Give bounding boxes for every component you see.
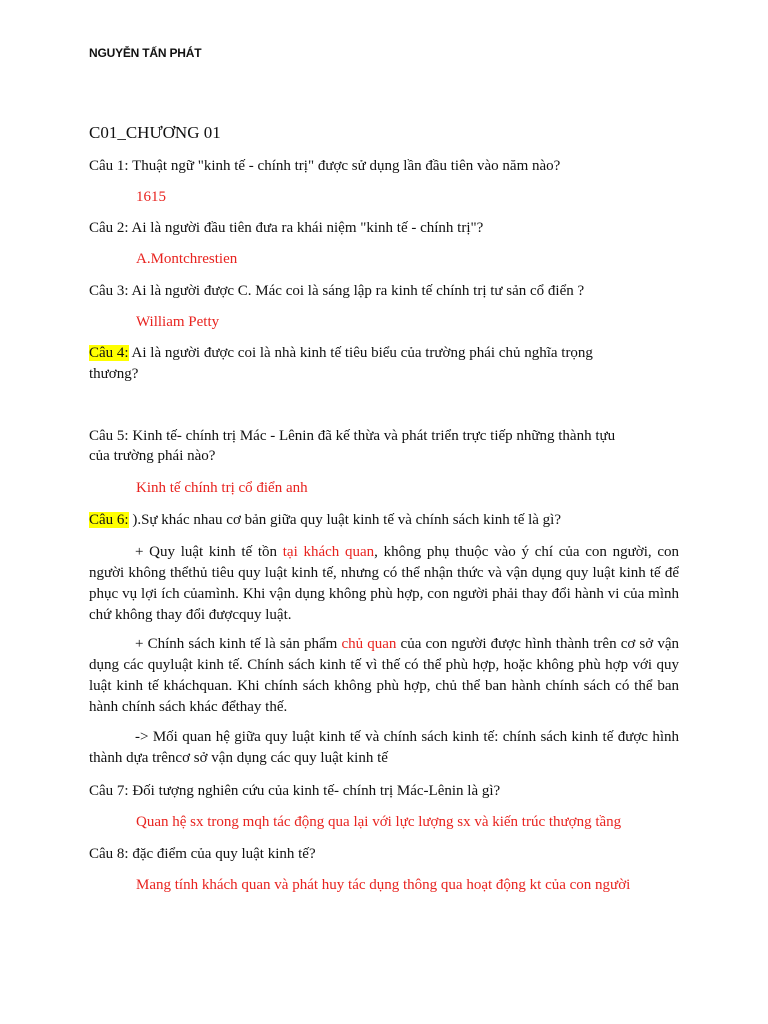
answer-6-paragraph-1	[89, 542, 679, 626]
question-text: ).Sự khác nhau cơ bản giữa quy luật kinh tế và chính sách kinh tế là gì?	[132, 512, 562, 528]
answer-3: William Petty	[136, 314, 220, 330]
question-6	[89, 510, 689, 530]
question-7	[89, 781, 689, 801]
question-text: Kinh tế- chính trị Mác - Lênin đã kế thừa và phát triển trực tiếp những thành tựu	[132, 428, 616, 444]
paragraph-text: -> Mối quan hệ giữa quy luật kinh tế và chính sách kinh tế: chính sách kinh tế được hình thành dựa trêncơ sở vận dụng các quy luật kinh tế	[89, 729, 679, 766]
question-text: Ai là người đầu tiên đưa ra khái niệm "kinh tế - chính trị"?	[131, 220, 484, 236]
paragraph-text: , không phụ thuộc vào ý chí của con người, con người không thểthủ tiêu quy luật kinh tế, nhưng có thể nhận thức và vận dụng quy luật kinh tế để phục vụ lợi ích củamình. Khi vận dụng không phù hợp, con người phải thay đổi hành vi của mình chứ không thay đổi đượcquy luật.	[89, 544, 679, 623]
paragraph-text: của con người được hình thành trên cơ sở vận dụng các quyluật kinh tế. Chính sách kinh tế vì thế có thể phù hợp, hoặc không phù hợp với quy luật kinh tế kháchquan. Khi chính sách không phù hợp, chủ thể ban hành chính sách có thể ban hành chính sách khác đểthay thế.	[89, 636, 679, 715]
question-2	[89, 218, 689, 238]
question-label: Câu 1:	[89, 158, 129, 174]
answer-6-paragraph-2	[89, 634, 679, 718]
question-label: Câu 5:	[89, 428, 129, 444]
paragraph-text: + Quy luật kinh tế tồn	[135, 544, 283, 560]
emphasis-text: chủ quan	[341, 636, 397, 652]
answer-7: Quan hệ sx trong mqh tác động qua lại với lực lượng sx và kiến trúc thượng tầng	[136, 814, 622, 830]
question-4	[89, 343, 689, 363]
question-5-continued	[89, 446, 689, 466]
question-text: Đối tượng nghiên cứu của kinh tế- chính trị Mác-Lênin là gì?	[132, 783, 501, 799]
answer-2: A.Montchrestien	[136, 251, 238, 267]
author-name: NGUYỄN TẤN PHÁT	[89, 46, 202, 60]
question-text: Ai là người được C. Mác coi là sáng lập ra kinh tế chính trị tư sản cổ điển ?	[131, 283, 585, 299]
question-label: Câu 7:	[89, 783, 129, 799]
answer-8: Mang tính khách quan và phát huy tác dụng thông qua hoạt động kt của con người	[136, 877, 631, 893]
question-text: của trường phái nào?	[89, 448, 216, 464]
question-text: Thuật ngữ "kinh tế - chính trị" được sử dụng lần đầu tiên vào năm nào?	[132, 158, 561, 174]
question-label-highlighted: Câu 6:	[89, 512, 129, 528]
answer-1: 1615	[136, 189, 166, 205]
question-1	[89, 156, 689, 176]
emphasis-text: tại khách quan	[282, 544, 375, 560]
question-3	[89, 281, 689, 301]
question-label: Câu 8:	[89, 846, 129, 862]
question-5	[89, 426, 689, 446]
question-8	[89, 844, 689, 864]
question-text: thương?	[89, 366, 139, 382]
paragraph-text: + Chính sách kinh tế là sản phẩm	[135, 636, 342, 652]
chapter-title: C01_CHƯƠNG 01	[89, 123, 221, 142]
question-label: Câu 3:	[89, 283, 129, 299]
question-4-continued	[89, 364, 689, 384]
answer-5: Kinh tế chính trị cổ điển anh	[136, 480, 308, 496]
question-text: Ai là người được coi là nhà kinh tế tiêu biểu của trường phái chủ nghĩa trọng	[131, 345, 593, 361]
answer-6-paragraph-3	[89, 727, 679, 769]
question-label: Câu 2:	[89, 220, 129, 236]
question-text: đặc điểm của quy luật kinh tế?	[132, 846, 316, 862]
question-label-highlighted: Câu 4:	[89, 345, 129, 361]
